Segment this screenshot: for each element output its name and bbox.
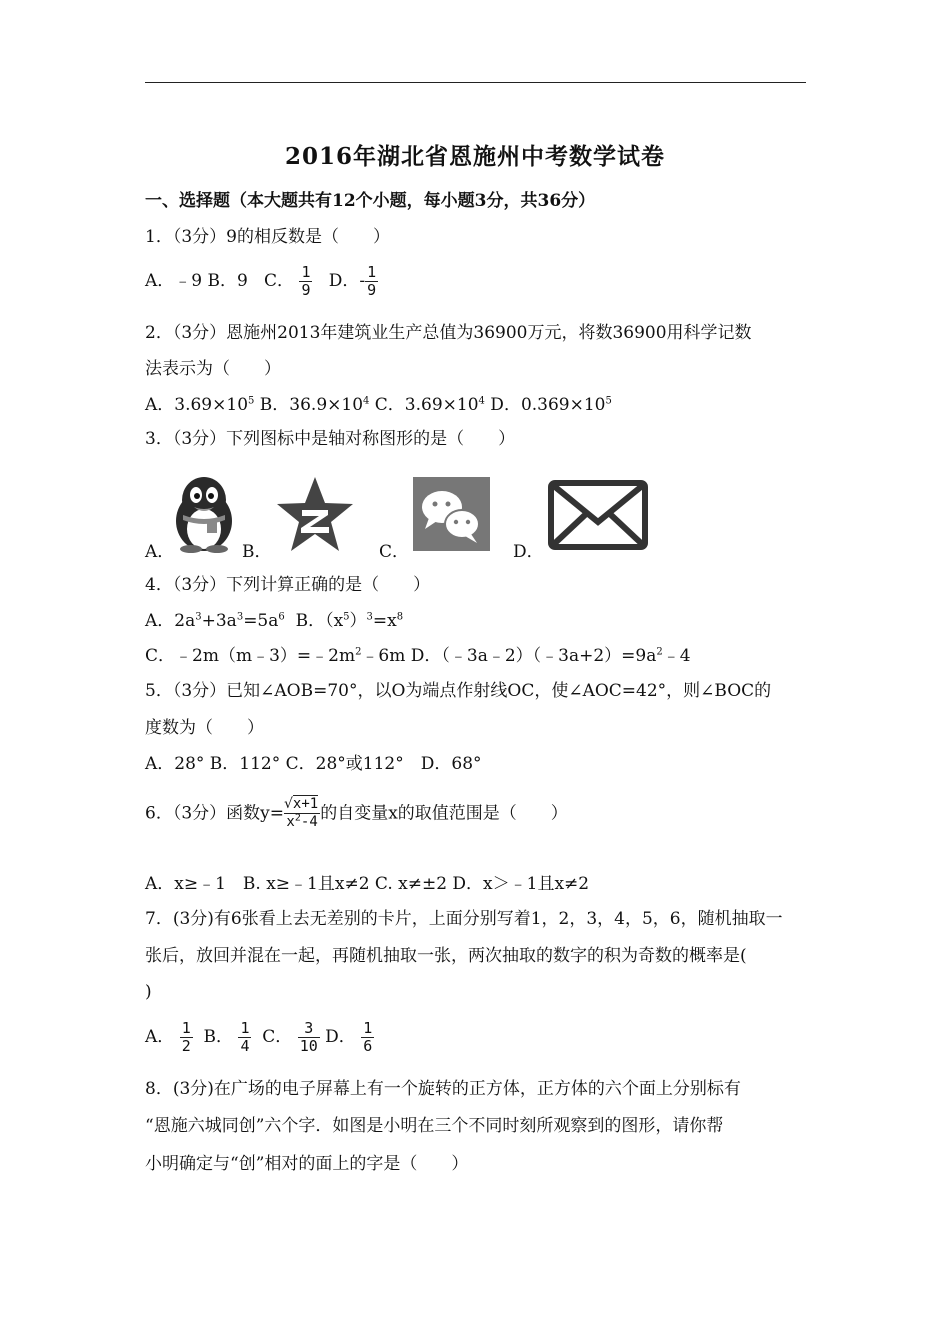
q5-options: A．28° B．112° C．28°或112° D．68° xyxy=(145,754,482,774)
exponent: 2 xyxy=(355,646,362,658)
q3-label-b: B． xyxy=(242,542,272,562)
q5-stem-line1: 5．（3分）已知∠AOB=70°，以O为端点作射线OC，使∠AOC=42°，则∠BOC的 xyxy=(145,681,772,701)
q1-option-d: D． xyxy=(328,271,360,291)
envelope-icon xyxy=(548,480,648,550)
q4-option-a: A．2a xyxy=(145,611,196,631)
q3-icon-options xyxy=(145,475,665,562)
term: ） xyxy=(349,611,367,631)
exponent: 8 xyxy=(396,611,404,623)
q2-option-b: B．36.9×10 xyxy=(254,395,364,415)
q7-fraction-a: $\frac{1}{2}$ xyxy=(181,1019,191,1055)
term: +3a xyxy=(201,611,237,631)
exponent: 3 xyxy=(366,611,373,623)
q4-option-d: D．（﹣3a﹣2）（﹣3a+2）=9a xyxy=(405,646,657,666)
q3-label-a: A． xyxy=(145,542,175,562)
q7-fraction-d: $\frac{1}{6}$ xyxy=(363,1019,373,1055)
q8-stem-line2: “恩施六城同创”六个字．如图是小明在三个不同时刻所观察到的图形，请你帮 xyxy=(145,1116,724,1136)
q4-stem: 4．（3分）下列计算正确的是（ ） xyxy=(145,575,431,595)
q1-fraction-c: $\frac{1}{9}$ xyxy=(301,263,311,299)
q1-option-c: C． xyxy=(264,271,295,291)
term: =5a xyxy=(243,611,279,631)
exponent: 5 xyxy=(605,395,612,407)
q1-option-a: A．﹣9 xyxy=(145,271,203,291)
q8-stem-line3: 小明确定与“创”相对的面上的字是（ ） xyxy=(145,1154,469,1174)
q2-options xyxy=(145,394,612,416)
q2-option-c: C．3.69×10 xyxy=(369,395,479,415)
q7-label-b: B． xyxy=(203,1027,234,1047)
header-rule xyxy=(145,82,806,83)
q5-stem-line2: 度数为（ ） xyxy=(145,718,264,738)
page-title: 2016年湖北省恩施州中考数学试卷 xyxy=(284,143,665,170)
section-heading: 一、选择题（本大题共有12个小题，每小题3分，共36分） xyxy=(145,191,596,211)
q1-option-b: B．9 xyxy=(207,271,248,291)
q4-option-c: C．﹣2m（m﹣3）=﹣2m xyxy=(145,646,356,666)
denominator: $x^2-4$ xyxy=(286,812,318,830)
q2-option-d: D．0.369×10 xyxy=(484,395,606,415)
q1-options xyxy=(145,264,378,304)
penguin-icon xyxy=(167,475,241,553)
q7-fraction-b: $\frac{1}{4}$ xyxy=(240,1019,250,1055)
exponent: 4 xyxy=(478,395,485,407)
q6-function-fraction xyxy=(284,796,320,831)
q7-fraction-c: $\frac{3}{10}$ xyxy=(299,1019,318,1055)
q7-label-c: C． xyxy=(262,1027,293,1047)
exponent: 5 xyxy=(248,395,255,407)
sqrt-sign: √ xyxy=(283,796,293,812)
q3-label-c: C． xyxy=(379,542,410,562)
q1-fraction-d: $\frac{1}{9}$ xyxy=(367,263,377,299)
q7-label-d: D． xyxy=(325,1027,356,1047)
exponent: 3 xyxy=(236,611,244,623)
q1-stem: 1．（3分）9的相反数是（ ） xyxy=(145,227,390,247)
exponent: 2 xyxy=(656,646,663,658)
q7-stem-line1: 7．(3分)有6张看上去无差别的卡片，上面分别写着1，2，3，4，5，6，随机抽取一 xyxy=(145,909,783,929)
minus-sign: - xyxy=(359,271,366,291)
term: ﹣6m xyxy=(361,646,406,666)
q8-stem-line1: 8．(3分)在广场的电子屏幕上有一个旋转的正方体，正方体的六个面上分别标有 xyxy=(145,1079,741,1099)
q7-options xyxy=(145,1020,374,1062)
q4-options-row1 xyxy=(145,610,403,632)
q2-option-a: A．3.69×10 xyxy=(145,395,249,415)
q7-label-a: A． xyxy=(145,1027,175,1047)
exponent: 6 xyxy=(278,611,285,623)
q7-stem-line2: 张后，放回并混在一起，再随机抽取一张，两次抽取的数字的积为奇数的概率是( xyxy=(145,946,747,966)
q6-stem xyxy=(145,796,568,848)
q4-options-row2 xyxy=(145,645,691,667)
q7-stem-line3: ) xyxy=(145,982,152,1002)
star-z-icon xyxy=(275,475,355,553)
q3-label-d: D． xyxy=(513,542,544,562)
q6-stem-suffix: 的自变量x的取值范围是（ ） xyxy=(320,803,568,824)
term: ﹣4 xyxy=(662,646,691,666)
q6-stem-prefix: 6．（3分）函数y= xyxy=(145,803,284,824)
exponent: 3 xyxy=(195,611,202,623)
chat-bubbles-icon xyxy=(413,477,490,551)
q4-option-b: B．（x xyxy=(284,611,344,631)
q2-stem-line2: 法表示为（ ） xyxy=(145,359,281,379)
q6-options: A．x≥﹣1 B. x≥﹣1且x≠2 C. x≠±2 D．x＞﹣1且x≠2 xyxy=(145,874,590,894)
q3-stem: 3．（3分）下列图标中是轴对称图形的是（ ） xyxy=(145,429,516,449)
exponent: 4 xyxy=(363,395,370,407)
term: =x xyxy=(372,611,397,631)
q2-stem-line1: 2．（3分）恩施州2013年建筑业生产总值为36900万元，将数36900用科学记数 xyxy=(145,323,752,343)
exponent: 5 xyxy=(343,611,350,623)
sqrt-numerator: √x+1 xyxy=(283,796,319,812)
